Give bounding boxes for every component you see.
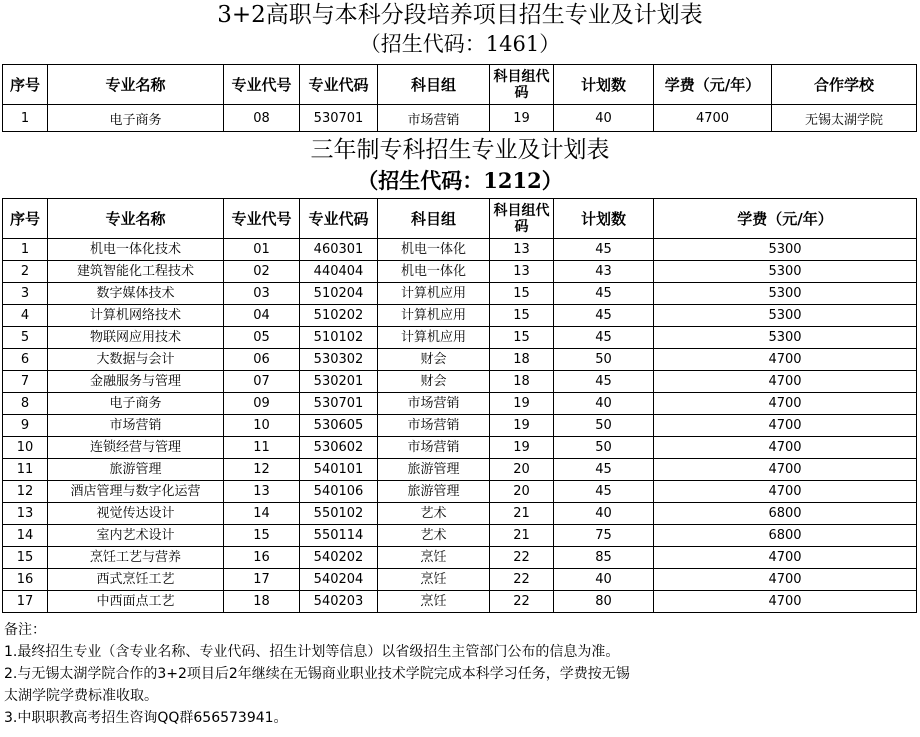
cell-tuition: 4700 (654, 481, 917, 503)
table-row (3, 437, 917, 459)
cell-major-code: 460301 (300, 239, 378, 261)
cell-major-code: 540202 (300, 547, 378, 569)
col-header-subject-group: 科目组 (378, 199, 490, 239)
cell-plan-count: 45 (554, 371, 654, 393)
section2-table-body (3, 239, 917, 613)
cell-index: 3 (3, 283, 48, 305)
cell-major-code: 550102 (300, 503, 378, 525)
cell-major-code: 530302 (300, 349, 378, 371)
cell-plan-count: 43 (554, 261, 654, 283)
cell-major-name: 旅游管理 (48, 459, 224, 481)
cell-subject-group: 计算机应用 (378, 305, 490, 327)
cell-tuition: 4700 (654, 459, 917, 481)
cell-major-number: 18 (224, 591, 300, 613)
cell-subject-group-code: 13 (490, 239, 554, 261)
cell-subject-group-code: 22 (490, 547, 554, 569)
cell-major-code: 440404 (300, 261, 378, 283)
cell-major-number: 06 (224, 349, 300, 371)
cell-index: 5 (3, 327, 48, 349)
cell-subject-group: 机电一体化 (378, 261, 490, 283)
notes-heading: 备注： (4, 622, 46, 638)
section1-header-row (3, 65, 917, 105)
cell-tuition: 4700 (654, 349, 917, 371)
cell-subject-group: 艺术 (378, 503, 490, 525)
cell-major-name: 物联网应用技术 (48, 327, 224, 349)
col-header-tuition: 学费（元/年） (654, 199, 917, 239)
cell-plan-count: 80 (554, 591, 654, 613)
table-row (3, 283, 917, 305)
cell-subject-group-code: 18 (490, 371, 554, 393)
cell-tuition: 4700 (654, 591, 917, 613)
cell-tuition: 4700 (654, 371, 917, 393)
cell-major-name: 中西面点工艺 (48, 591, 224, 613)
cell-major-code: 540204 (300, 569, 378, 591)
cell-major-number: 13 (224, 481, 300, 503)
cell-subject-group: 烹饪 (378, 569, 490, 591)
cell-major-name: 建筑智能化工程技术 (48, 261, 224, 283)
cell-major-number: 12 (224, 459, 300, 481)
col-header-tuition: 学费（元/年） (654, 65, 772, 105)
cell-major-name: 大数据与会计 (48, 349, 224, 371)
note-line: 3.中职职教高考招生咨询QQ群656573941。 (4, 710, 288, 726)
cell-subject-group: 市场营销 (378, 105, 490, 132)
cell-tuition: 4700 (654, 105, 772, 132)
cell-major-number: 16 (224, 547, 300, 569)
cell-subject-group-code: 19 (490, 105, 554, 132)
cell-subject-group-code: 13 (490, 261, 554, 283)
cell-index: 11 (3, 459, 48, 481)
cell-major-name: 数字媒体技术 (48, 283, 224, 305)
col-header-major-code: 专业代码 (300, 199, 378, 239)
notes-section (4, 619, 884, 729)
cell-major-code: 540203 (300, 591, 378, 613)
cell-major-number: 07 (224, 371, 300, 393)
cell-major-code: 530605 (300, 415, 378, 437)
col-header-major-number: 专业代号 (224, 65, 300, 105)
cell-subject-group-code: 20 (490, 481, 554, 503)
col-header-major-number: 专业代号 (224, 199, 300, 239)
cell-major-code: 510204 (300, 283, 378, 305)
cell-tuition: 5300 (654, 239, 917, 261)
cell-major-code: 530701 (300, 105, 378, 132)
cell-subject-group: 旅游管理 (378, 459, 490, 481)
table-row (3, 349, 917, 371)
cell-major-code: 550114 (300, 525, 378, 547)
cell-major-code: 530201 (300, 371, 378, 393)
cell-index: 16 (3, 569, 48, 591)
cell-plan-count: 45 (554, 327, 654, 349)
cell-subject-group-code: 19 (490, 415, 554, 437)
cell-subject-group-code: 15 (490, 305, 554, 327)
col-header-subject-group-code: 科目组代码 (490, 199, 554, 239)
cell-subject-group: 艺术 (378, 525, 490, 547)
cell-subject-group-code: 15 (490, 283, 554, 305)
cell-tuition: 4700 (654, 437, 917, 459)
cell-tuition: 5300 (654, 261, 917, 283)
cell-index: 13 (3, 503, 48, 525)
cell-subject-group-code: 20 (490, 459, 554, 481)
cell-index: 6 (3, 349, 48, 371)
cell-subject-group-code: 19 (490, 437, 554, 459)
section2-header-row (3, 199, 917, 239)
cell-major-name: 西式烹饪工艺 (48, 569, 224, 591)
cell-major-name: 烹饪工艺与营养 (48, 547, 224, 569)
cell-subject-group: 烹饪 (378, 591, 490, 613)
cell-subject-group: 计算机应用 (378, 283, 490, 305)
col-header-major-code: 专业代码 (300, 65, 378, 105)
cell-plan-count: 45 (554, 283, 654, 305)
col-header-subject-group: 科目组 (378, 65, 490, 105)
table-row (3, 591, 917, 613)
cell-tuition: 5300 (654, 327, 917, 349)
section1-title: 3+2高职与本科分段培养项目招生专业及计划表 (217, 2, 703, 28)
col-header-major-name: 专业名称 (48, 65, 224, 105)
section2-enrollment-code: （招生代码：1212） (357, 168, 563, 193)
cell-major-name: 计算机网络技术 (48, 305, 224, 327)
col-header-major-name: 专业名称 (48, 199, 224, 239)
cell-index: 9 (3, 415, 48, 437)
cell-plan-count: 45 (554, 459, 654, 481)
cell-index: 2 (3, 261, 48, 283)
cell-major-name: 电子商务 (48, 393, 224, 415)
cell-index: 15 (3, 547, 48, 569)
cell-major-number: 02 (224, 261, 300, 283)
table-row (3, 239, 917, 261)
cell-tuition: 6800 (654, 525, 917, 547)
cell-tuition: 5300 (654, 283, 917, 305)
cell-index: 4 (3, 305, 48, 327)
cell-plan-count: 50 (554, 349, 654, 371)
section2-table (2, 198, 917, 613)
note-line: 1.最终招生专业（含专业名称、专业代码、招生计划等信息）以省级招生主管部门公布的信息为准。 (4, 644, 620, 660)
cell-subject-group: 财会 (378, 349, 490, 371)
table-row (3, 525, 917, 547)
cell-subject-group-code: 21 (490, 503, 554, 525)
cell-subject-group: 市场营销 (378, 437, 490, 459)
cell-plan-count: 40 (554, 503, 654, 525)
cell-subject-group: 旅游管理 (378, 481, 490, 503)
cell-index: 12 (3, 481, 48, 503)
cell-tuition: 4700 (654, 569, 917, 591)
cell-major-name: 金融服务与管理 (48, 371, 224, 393)
cell-tuition: 4700 (654, 547, 917, 569)
cell-major-number: 08 (224, 105, 300, 132)
cell-plan-count: 50 (554, 437, 654, 459)
cell-plan-count: 75 (554, 525, 654, 547)
cell-subject-group: 市场营销 (378, 393, 490, 415)
section1-table (2, 64, 917, 132)
table-row (3, 393, 917, 415)
table-row (3, 327, 917, 349)
section2-title: 三年制专科招生专业及计划表 (310, 137, 610, 163)
cell-index: 1 (3, 239, 48, 261)
col-header-plan-count: 计划数 (554, 65, 654, 105)
cell-tuition: 4700 (654, 393, 917, 415)
cell-plan-count: 45 (554, 239, 654, 261)
cell-major-code: 510102 (300, 327, 378, 349)
cell-major-name: 电子商务 (48, 105, 224, 132)
table-row (3, 547, 917, 569)
col-header-index: 序号 (3, 199, 48, 239)
cell-subject-group: 财会 (378, 371, 490, 393)
table-row (3, 105, 917, 132)
cell-major-number: 11 (224, 437, 300, 459)
cell-index: 17 (3, 591, 48, 613)
table-row (3, 305, 917, 327)
cell-plan-count: 40 (554, 105, 654, 132)
cell-subject-group-code: 21 (490, 525, 554, 547)
cell-major-name: 室内艺术设计 (48, 525, 224, 547)
cell-tuition: 6800 (654, 503, 917, 525)
table-row (3, 459, 917, 481)
cell-subject-group: 机电一体化 (378, 239, 490, 261)
cell-index: 7 (3, 371, 48, 393)
cell-major-number: 05 (224, 327, 300, 349)
cell-tuition: 5300 (654, 305, 917, 327)
cell-plan-count: 40 (554, 393, 654, 415)
note-line: 太湖学院学费标准收取。 (4, 688, 158, 704)
cell-plan-count: 50 (554, 415, 654, 437)
cell-major-number: 14 (224, 503, 300, 525)
cell-tuition: 4700 (654, 415, 917, 437)
cell-major-code: 530701 (300, 393, 378, 415)
cell-subject-group-code: 18 (490, 349, 554, 371)
cell-major-number: 17 (224, 569, 300, 591)
cell-index: 10 (3, 437, 48, 459)
cell-subject-group-code: 22 (490, 569, 554, 591)
cell-index: 1 (3, 105, 48, 132)
cell-subject-group: 计算机应用 (378, 327, 490, 349)
cell-plan-count: 85 (554, 547, 654, 569)
table-row (3, 261, 917, 283)
cell-major-number: 01 (224, 239, 300, 261)
table-row (3, 371, 917, 393)
note-line: 2.与无锡太湖学院合作的3+2项目后2年继续在无锡商业职业技术学院完成本科学习任务，学费按无锡 (4, 666, 630, 682)
table-row (3, 415, 917, 437)
cell-major-number: 09 (224, 393, 300, 415)
cell-major-code: 540106 (300, 481, 378, 503)
cell-subject-group-code: 22 (490, 591, 554, 613)
cell-index: 8 (3, 393, 48, 415)
cell-major-name: 机电一体化技术 (48, 239, 224, 261)
cell-major-name: 视觉传达设计 (48, 503, 224, 525)
section1-enrollment-code: （招生代码：1461） (359, 32, 561, 56)
col-header-plan-count: 计划数 (554, 199, 654, 239)
col-header-subject-group-code: 科目组代码 (490, 65, 554, 105)
cell-subject-group-code: 19 (490, 393, 554, 415)
cell-major-name: 酒店管理与数字化运营 (48, 481, 224, 503)
cell-partner-school: 无锡太湖学院 (772, 105, 917, 132)
cell-major-number: 10 (224, 415, 300, 437)
cell-major-name: 市场营销 (48, 415, 224, 437)
cell-subject-group-code: 15 (490, 327, 554, 349)
table-row (3, 481, 917, 503)
cell-major-name: 连锁经营与管理 (48, 437, 224, 459)
cell-index: 14 (3, 525, 48, 547)
cell-major-number: 03 (224, 283, 300, 305)
cell-major-code: 530602 (300, 437, 378, 459)
cell-plan-count: 45 (554, 305, 654, 327)
cell-major-code: 510202 (300, 305, 378, 327)
cell-subject-group: 烹饪 (378, 547, 490, 569)
cell-major-code: 540101 (300, 459, 378, 481)
col-header-index: 序号 (3, 65, 48, 105)
cell-major-number: 04 (224, 305, 300, 327)
cell-plan-count: 40 (554, 569, 654, 591)
cell-plan-count: 45 (554, 481, 654, 503)
col-header-partner-school: 合作学校 (772, 65, 917, 105)
cell-subject-group: 市场营销 (378, 415, 490, 437)
cell-major-number: 15 (224, 525, 300, 547)
table-row (3, 503, 917, 525)
table-row (3, 569, 917, 591)
